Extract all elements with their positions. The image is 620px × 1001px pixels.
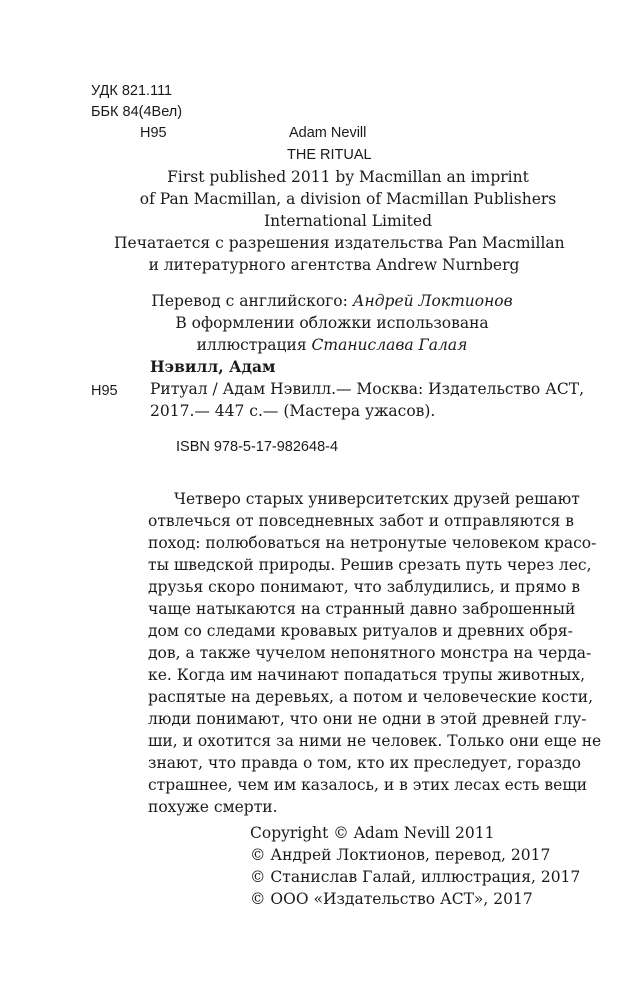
annotation-line: ши, и охотится за ними не человек. Только они еще не (148, 732, 602, 750)
annotation-line: ке. Когда им начинают попадаться трупы животных, (148, 666, 586, 684)
author-mark-top: Н95 (140, 125, 167, 141)
author-en: Adam Nevill (289, 125, 367, 141)
publication-line: of Pan Macmillan, a division of Macmillan Publishers (139, 190, 557, 208)
bib-line-1: Ритуал / Адам Нэвилл.— Москва: Издательство АСТ, (150, 380, 585, 398)
annotation-line: люди понимают, что они не одни в этой древней глу- (148, 710, 587, 728)
permission-line: Печатается с разрешения издательства Pan Macmillan (114, 234, 565, 252)
annotation-line: дов, а также чучелом непонятного монстра на черда- (148, 644, 592, 662)
translation-credit (112, 290, 552, 312)
copyright-line: © ООО «Издательство АСТ», 2017 (250, 890, 533, 908)
annotation (148, 488, 602, 818)
udk-code: УДК 821.111 (91, 83, 173, 99)
permission-info (114, 232, 565, 276)
annotation-line: страшнее, чем им казалось, и в этих лесах есть вещи (148, 776, 588, 794)
bib-line-2: 2017.— 447 с.— (Мастера ужасов). (150, 402, 436, 420)
cover-credit: В оформлении обложки использована (175, 314, 489, 332)
annotation-line: чаще натыкаются на странный давно заброшенный (148, 600, 576, 618)
annotation-line: друзья скоро понимают, что заблудились, и прямо в (148, 578, 581, 596)
title-en: THE RITUAL (287, 147, 372, 163)
isbn: ISBN 978-5-17-982648-4 (176, 439, 339, 455)
copyright-block (250, 822, 580, 910)
annotation-line: ты шведской природы. Решив срезать путь через лес, (148, 556, 592, 574)
copyright-line: © Станислав Галай, иллюстрация, 2017 (250, 868, 581, 886)
annotation-line: знают, что правда о том, кто их преследует, гораздо (148, 754, 581, 772)
annotation-line: отвлечься от повседневных забот и отправляются в (148, 512, 574, 530)
permission-line: и литературного агентства Andrew Nurnberg (148, 256, 520, 274)
illustrator-name: Станислава Галая (311, 336, 468, 354)
illustration-credit (112, 334, 552, 356)
illustration-label: иллюстрация (196, 336, 312, 354)
translator-name: Андрей Локтионов (352, 292, 513, 310)
credits (112, 290, 552, 356)
annotation-line: распятые на деревьях, а потом и человеческие кости, (148, 688, 594, 706)
bbk-code: ББК 84(4Вел) (91, 104, 183, 120)
annotation-line: похуже смерти. (148, 798, 278, 816)
annotation-line: дом со следами кровавых ритуалов и древних обря- (148, 622, 573, 640)
bib-author-heading: Нэвилл, Адам (150, 357, 276, 376)
publication-info (128, 166, 568, 232)
author-mark-bib: Н95 (91, 383, 118, 399)
annotation-line: Четверо старых университетских друзей решают (174, 490, 580, 508)
publication-line: First published 2011 by Macmillan an imprint (167, 168, 529, 186)
translation-label: Перевод с английского: (151, 292, 353, 310)
copyright-line: © Андрей Локтионов, перевод, 2017 (250, 846, 551, 864)
annotation-line: поход: полюбоваться на нетронутые человеком красо- (148, 534, 597, 552)
copyright-line: Copyright © Adam Nevill 2011 (250, 824, 495, 842)
publication-line: International Limited (264, 212, 432, 230)
